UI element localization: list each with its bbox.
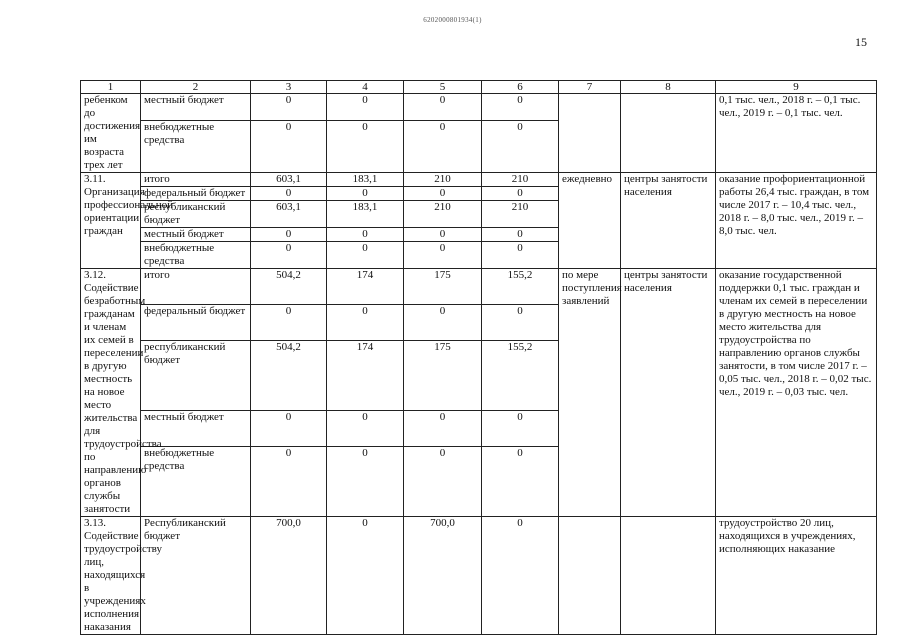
amount-cell-6: 155,2	[482, 341, 559, 411]
amount-cell-6: 210	[482, 201, 559, 228]
amount-cell-5: 0	[404, 242, 482, 269]
amount-cell-6: 0	[482, 517, 559, 635]
column-header: 8	[621, 81, 716, 94]
funding-source-cell: республиканский бюджет	[141, 201, 251, 228]
amount-cell-3: 0	[251, 94, 327, 121]
amount-cell-5: 700,0	[404, 517, 482, 635]
amount-cell-6: 0	[482, 447, 559, 517]
amount-cell-3: 0	[251, 447, 327, 517]
column-header: 3	[251, 81, 327, 94]
column-header: 2	[141, 81, 251, 94]
amount-cell-3: 0	[251, 228, 327, 242]
amount-cell-4: 183,1	[327, 201, 404, 228]
amount-cell-4: 0	[327, 187, 404, 201]
activity-name-cell: ребенком до достижения им возраста трех лет	[81, 94, 141, 173]
amount-cell-5: 175	[404, 269, 482, 305]
amount-cell-5: 210	[404, 201, 482, 228]
period-cell	[559, 94, 621, 173]
amount-cell-5: 0	[404, 94, 482, 121]
amount-cell-3: 0	[251, 305, 327, 341]
funding-source-cell: итого	[141, 173, 251, 187]
column-number-row	[81, 81, 877, 94]
column-header: 6	[482, 81, 559, 94]
result-cell: трудоустройство 20 лиц, находящихся в учреждениях, исполняющих наказание	[716, 517, 877, 635]
amount-cell-3: 504,2	[251, 269, 327, 305]
period-cell	[559, 517, 621, 635]
table-row	[81, 269, 877, 305]
column-header: 5	[404, 81, 482, 94]
funding-source-cell: республиканский бюджет	[141, 341, 251, 411]
amount-cell-5: 0	[404, 305, 482, 341]
amount-cell-4: 183,1	[327, 173, 404, 187]
period-cell: по мере поступления заявлений	[559, 269, 621, 517]
amount-cell-3: 603,1	[251, 201, 327, 228]
column-header: 7	[559, 81, 621, 94]
activity-name-cell: 3.13. Содействие трудоустройству лиц, находящихся в учреждениях исполнения наказания	[81, 517, 141, 635]
column-header: 4	[327, 81, 404, 94]
funding-source-cell: местный бюджет	[141, 411, 251, 447]
amount-cell-3: 504,2	[251, 341, 327, 411]
amount-cell-6: 0	[482, 305, 559, 341]
amount-cell-3: 0	[251, 242, 327, 269]
executor-cell	[621, 517, 716, 635]
amount-cell-3: 0	[251, 411, 327, 447]
amount-cell-6: 0	[482, 120, 559, 172]
amount-cell-3: 700,0	[251, 517, 327, 635]
amount-cell-6: 0	[482, 242, 559, 269]
funding-source-cell: федеральный бюджет	[141, 187, 251, 201]
result-cell: 0,1 тыс. чел., 2018 г. – 0,1 тыс. чел., 2019 г. – 0,1 тыс. чел.	[716, 94, 877, 173]
amount-cell-3: 603,1	[251, 173, 327, 187]
funding-source-cell: местный бюджет	[141, 228, 251, 242]
amount-cell-4: 0	[327, 411, 404, 447]
amount-cell-5: 0	[404, 228, 482, 242]
page-number: 15	[855, 35, 867, 49]
amount-cell-4: 0	[327, 228, 404, 242]
column-header: 1	[81, 81, 141, 94]
executor-cell: центры занятости населения	[621, 269, 716, 517]
amount-cell-5: 175	[404, 341, 482, 411]
column-header: 9	[716, 81, 877, 94]
executor-cell: центры занятости населения	[621, 173, 716, 269]
table-row	[81, 517, 877, 635]
funding-source-cell: итого	[141, 269, 251, 305]
table-row	[81, 173, 877, 187]
activity-name-cell: 3.12. Содействие безработным гражданам и членам их семей в переселении в другую местность на новое место жительства для трудоустройства по направлению органов службы занятости	[81, 269, 141, 517]
amount-cell-6: 155,2	[482, 269, 559, 305]
amount-cell-6: 0	[482, 94, 559, 121]
amount-cell-5: 0	[404, 447, 482, 517]
amount-cell-4: 174	[327, 341, 404, 411]
amount-cell-6: 210	[482, 173, 559, 187]
amount-cell-4: 0	[327, 305, 404, 341]
funding-source-cell: федеральный бюджет	[141, 305, 251, 341]
result-cell: оказание государственной поддержки 0,1 тыс. граждан и членам их семей в переселении в другую местность на новое место жительства для трудоустройства по направлению органов службы занятости, в том числе 2017 г. – 0,05 тыс. чел., 2018 г. – 0,02 тыс. чел., 2019 г. – 0,03 тыс. чел.	[716, 269, 877, 517]
funding-source-cell: внебюджетные средства	[141, 120, 251, 172]
amount-cell-3: 0	[251, 120, 327, 172]
executor-cell	[621, 94, 716, 173]
amount-cell-6: 0	[482, 228, 559, 242]
funding-source-cell: Республиканский бюджет	[141, 517, 251, 635]
amount-cell-4: 0	[327, 120, 404, 172]
amount-cell-5: 210	[404, 173, 482, 187]
table-row	[81, 94, 877, 121]
result-cell: оказание профориентационной работы 26,4 тыс. граждан, в том числе 2017 г. – 10,4 тыс. чел., 2018 г. – 8,0 тыс. чел., 2019 г. – 8,0 тыс. чел.	[716, 173, 877, 269]
funding-source-cell: внебюджетные средства	[141, 242, 251, 269]
amount-cell-4: 0	[327, 94, 404, 121]
amount-cell-5: 0	[404, 411, 482, 447]
amount-cell-4: 0	[327, 517, 404, 635]
funding-source-cell: внебюджетные средства	[141, 447, 251, 517]
amount-cell-6: 0	[482, 411, 559, 447]
amount-cell-5: 0	[404, 187, 482, 201]
period-cell: ежедневно	[559, 173, 621, 269]
program-table	[80, 80, 877, 635]
funding-source-cell: местный бюджет	[141, 94, 251, 121]
amount-cell-5: 0	[404, 120, 482, 172]
amount-cell-3: 0	[251, 187, 327, 201]
amount-cell-4: 174	[327, 269, 404, 305]
document-id: 6202000801934(1)	[423, 16, 482, 24]
amount-cell-6: 0	[482, 187, 559, 201]
amount-cell-4: 0	[327, 447, 404, 517]
amount-cell-4: 0	[327, 242, 404, 269]
activity-name-cell: 3.11. Организация профессиональной ориентации граждан	[81, 173, 141, 269]
